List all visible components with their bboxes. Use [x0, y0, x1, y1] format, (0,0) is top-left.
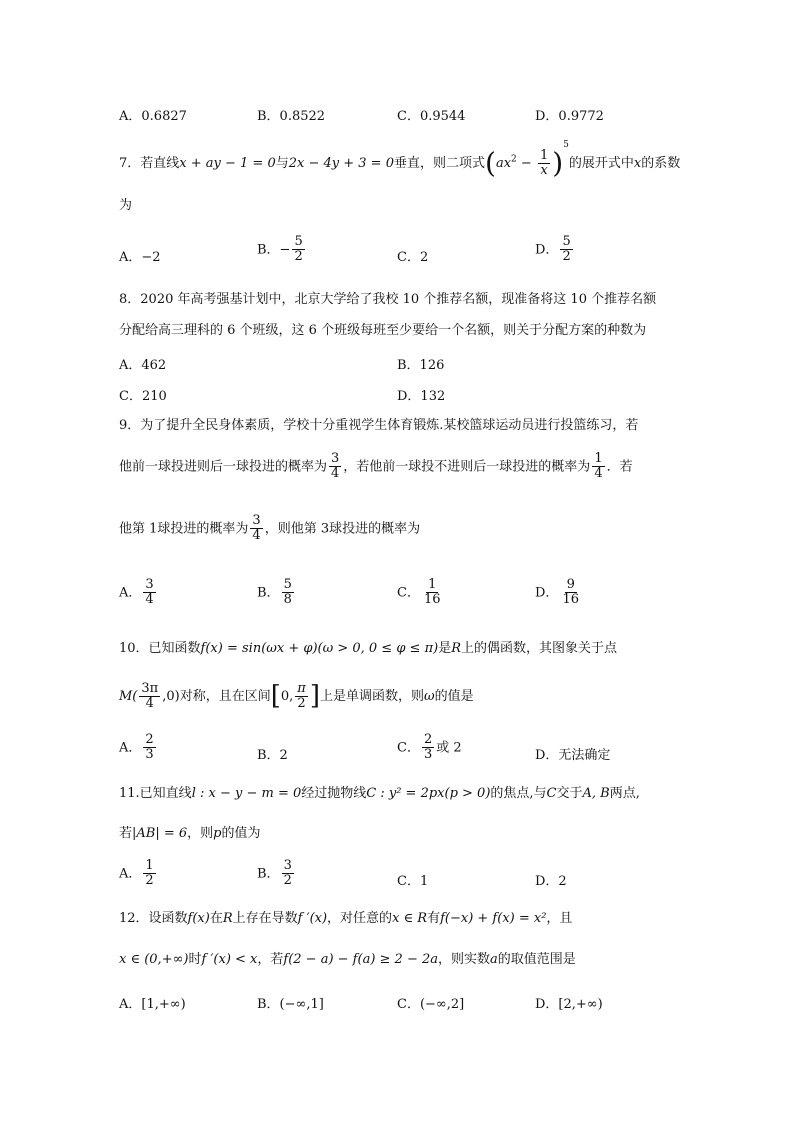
q7-stem-wrap: 为	[119, 198, 133, 213]
q8-line-2: 分配给高三理科的 6 个班级，这 6 个班级每班至少要给一个名额，则关于分配方案的种数为	[119, 323, 647, 338]
q11-option-d: D．2	[535, 874, 567, 889]
q9-option-a: A． $\frac{3}{4}$	[119, 577, 154, 608]
q9-option-c: C． $\frac{1}{16}$	[397, 577, 441, 608]
q9-line-1: 9．为了提升全民身体素质，学校十分重视学生体育锻炼.某校篮球运动员进行投篮练习，若	[119, 418, 639, 433]
q6-option-d: D．0.9772	[535, 109, 604, 124]
q10-option-d: D．无法确定	[535, 748, 611, 763]
q12-option-c: C．(−∞,2]	[397, 997, 465, 1012]
q12-option-d: D．[2,+∞)	[535, 997, 603, 1012]
q7-option-c: C．2	[397, 250, 429, 265]
q9-option-b: B． $\frac{5}{8}$	[257, 577, 292, 608]
q9-line-2: 他前一球投进则后一球投进的概率为 $\frac{3}{4}$ ，若他前一球投不进则后一球投进的概率为 $\frac{1}{4}$ ．若	[119, 451, 633, 482]
q8-option-b: B．126	[397, 358, 445, 373]
q11-option-c: C．1	[397, 874, 429, 889]
q10-option-a: A． $\frac{2}{3}$	[119, 732, 154, 763]
q8-line-1: 8．2020 年高考强基计划中，北京大学给了我校 10 个推荐名额，现准备将这 10 个推荐名额	[119, 292, 657, 307]
q6-option-c: C．0.9544	[397, 109, 466, 124]
q8-option-c: C．210	[119, 389, 167, 404]
q11-line-1: 11.已知直线l : x − y − m = 0经过抛物线C : y² = 2px(p > 0)的焦点,与C交于A, B两点,	[119, 786, 640, 801]
q8-option-d: D．132	[397, 389, 446, 404]
q7-option-a: A．−2	[119, 250, 161, 265]
q12-option-a: A．[1,+∞)	[119, 997, 186, 1012]
q11-option-b: B． $\frac{3}{2}$	[257, 858, 292, 889]
q6-option-a: A．0.6827	[119, 109, 187, 124]
q7-option-d: D． $\frac{5}{2}$	[535, 234, 571, 265]
q9-line-3: 他第 1球投进的概率为 $\frac{3}{4}$ ，则他第 3球投进的概率为	[119, 513, 421, 544]
q10-line-2: M( $\frac{3\pi}{4}$ ,0)对称，且在区间[0, $\frac{\pi}{2}$ ]上是单调函数，则ω的值是	[119, 680, 474, 712]
q12-line-1: 12．设函数f(x)在R上存在导数f ′(x)，对任意的x ∈ R有f(−x) + f(x) = x²，且	[119, 911, 573, 926]
q7-option-b: B．− $\frac{5}{2}$	[257, 234, 303, 265]
q10-option-b: B．2	[257, 748, 288, 763]
q9-option-d: D． $\frac{9}{16}$	[535, 577, 579, 608]
q12-option-b: B．(−∞,1]	[257, 997, 324, 1012]
q11-line-2: 若|AB| = 6，则p的值为	[119, 826, 261, 841]
q11-option-a: A． $\frac{1}{2}$	[119, 858, 154, 889]
q12-line-2: x ∈ (0,+∞)时f ′(x) < x，若f(2 − a) − f(a) ≥ 2 − 2a，则实数a的取值范围是	[119, 952, 576, 967]
q7-stem: 7．若直线x + ay − 1 = 0与2x − 4y + 3 = 0垂直，则二项式($ax^2$ − $\frac{1}{x}$ )$^5$的展开式中x的系数	[119, 140, 681, 180]
q6-option-b: B．0.8522	[257, 109, 326, 124]
q8-option-a: A．462	[119, 358, 167, 373]
q10-option-c: C． $\frac{2}{3}$ 或 2	[397, 732, 462, 763]
q10-line-1: 10．已知函数f(x) = sin(ωx + φ)(ω > 0, 0 ≤ φ ≤ π)是R上的偶函数，其图象关于点	[119, 641, 618, 656]
